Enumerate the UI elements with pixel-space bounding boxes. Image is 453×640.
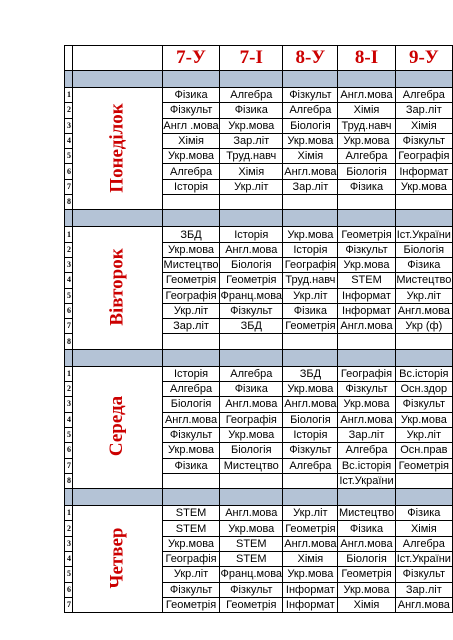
class-header-row <box>65 46 453 71</box>
lesson-cell: Фізкульт <box>220 303 283 318</box>
separator-cell <box>65 489 73 506</box>
lesson-cell: Фізика <box>395 257 452 272</box>
lesson-row <box>65 506 453 521</box>
lesson-cell: Франц.мова <box>220 568 283 581</box>
separator-cell <box>220 210 283 227</box>
day-label-3 <box>72 366 162 488</box>
day-name: Понеділок <box>106 102 128 193</box>
lesson-cell: Геометрія <box>220 273 283 288</box>
lesson-cell: Алгебра <box>395 536 452 551</box>
lesson-cell: Хімія <box>338 597 395 612</box>
lesson-cell: ЗБД <box>220 319 283 334</box>
lesson-cell: Фізкульт <box>395 133 452 148</box>
lesson-number: 4 <box>65 133 73 148</box>
lesson-cell: Геометрія <box>162 273 219 288</box>
separator-cell <box>162 349 219 366</box>
lesson-cell: Зар.літ <box>283 179 338 194</box>
lesson-cell: Геометрія <box>395 458 452 473</box>
lesson-cell: Укр.мова <box>162 242 219 257</box>
lesson-cell: Англ.мова <box>395 597 452 612</box>
lesson-cell: STEM <box>162 521 219 536</box>
lesson-cell <box>338 195 395 210</box>
lesson-cell <box>162 473 219 488</box>
lesson-cell: Англ.мова <box>284 398 337 411</box>
lesson-cell: Інформат <box>338 303 395 318</box>
separator-cell <box>338 489 395 506</box>
lesson-cell: Укр.мова <box>395 179 452 194</box>
lesson-number: 5 <box>65 427 73 442</box>
lesson-cell: Алгебра <box>283 103 338 118</box>
lesson-cell: Англ.мова <box>395 303 452 318</box>
lesson-number: 2 <box>65 521 73 536</box>
lesson-cell: Історія <box>220 227 283 242</box>
lesson-number: 3 <box>65 118 73 133</box>
lesson-cell: Історія <box>283 427 338 442</box>
lesson-cell: Інформат <box>283 597 338 612</box>
lesson-cell: Укр.мова <box>338 397 395 412</box>
lesson-cell <box>395 334 452 349</box>
lesson-cell: Вс.історія <box>395 366 452 381</box>
separator-cell <box>395 349 452 366</box>
separator-cell <box>220 489 283 506</box>
lesson-number: 7 <box>65 319 73 334</box>
lesson-cell: Зар.літ <box>395 103 452 118</box>
lesson-cell: Інформат <box>283 582 338 597</box>
lesson-cell: Геометрія <box>338 567 395 582</box>
lesson-cell: Мистецтво <box>163 259 219 272</box>
lesson-cell: Зар.літ <box>338 427 395 442</box>
lesson-cell: Алгебра <box>338 149 395 164</box>
lesson-cell <box>220 334 283 349</box>
lesson-cell: Біологія <box>283 118 338 133</box>
lesson-number: 5 <box>65 567 73 582</box>
class-header-2: 7-І <box>220 46 283 71</box>
lesson-cell: Англ.мова <box>338 319 395 334</box>
lesson-cell: Хімія <box>220 164 283 179</box>
lesson-cell: Історія <box>162 179 219 194</box>
lesson-cell: Географія <box>395 149 452 164</box>
lesson-cell: Укр.мова <box>338 582 395 597</box>
lesson-row <box>65 88 453 103</box>
lesson-number: 6 <box>65 582 73 597</box>
lesson-cell: Біологія <box>395 242 452 257</box>
lesson-cell: Фізика <box>220 103 283 118</box>
lesson-row <box>65 366 453 381</box>
lesson-number: 4 <box>65 273 73 288</box>
separator-cell <box>65 210 73 227</box>
lesson-cell: Географія <box>162 552 219 567</box>
lesson-cell <box>283 195 338 210</box>
lesson-cell: Фізкульт <box>162 427 219 442</box>
lesson-cell: Франц.мова <box>220 289 283 302</box>
lesson-cell: Алгебра <box>283 458 338 473</box>
lesson-cell: Мистецтво <box>220 458 283 473</box>
separator-cell <box>283 71 338 88</box>
separator-cell <box>65 349 73 366</box>
lesson-number: 2 <box>65 242 73 257</box>
lesson-cell: ЗБД <box>162 227 219 242</box>
lesson-cell: Історія <box>162 366 219 381</box>
lesson-cell: Укр.мова <box>395 412 452 427</box>
lesson-number: 2 <box>65 382 73 397</box>
lesson-cell: Фізкульт <box>283 443 338 458</box>
lesson-cell: Укр.мова <box>283 382 338 397</box>
lesson-cell: Геометрія <box>220 597 283 612</box>
separator-cell <box>72 349 162 366</box>
lesson-cell: Фізкульт <box>395 567 452 582</box>
lesson-cell: Укр.мова <box>338 257 395 272</box>
lesson-cell: Осн.здор <box>395 382 452 397</box>
class-header-3: 8-У <box>283 46 338 71</box>
lesson-cell: Мистецтво <box>396 274 452 287</box>
lesson-cell: Англ.мова <box>338 412 395 427</box>
lesson-number: 3 <box>65 397 73 412</box>
lesson-cell: Укр.мова <box>283 567 338 582</box>
lesson-cell: Інформат <box>338 288 395 303</box>
lesson-cell: Біологія <box>338 552 395 567</box>
lesson-number: 6 <box>65 303 73 318</box>
lesson-cell: Біологія <box>220 257 283 272</box>
lesson-cell: Хімія <box>283 149 338 164</box>
separator-cell <box>283 349 338 366</box>
day-separator-row <box>65 349 453 366</box>
lesson-cell: Фізкульт <box>162 103 219 118</box>
lesson-cell: Фізкульт <box>395 397 452 412</box>
lesson-cell: Алгебра <box>338 443 395 458</box>
lesson-cell: Укр.мова <box>338 133 395 148</box>
lesson-number: 1 <box>65 506 73 521</box>
lesson-cell: Біологія <box>338 164 395 179</box>
lesson-cell: Англ.мова <box>220 506 283 521</box>
lesson-cell: Хімія <box>395 118 452 133</box>
lesson-number: 6 <box>65 164 73 179</box>
day-separator-row <box>65 210 453 227</box>
lesson-cell: Зар.літ <box>395 582 452 597</box>
lesson-number: 7 <box>65 597 73 612</box>
lesson-cell <box>220 195 283 210</box>
separator-cell <box>72 489 162 506</box>
lesson-cell: Англ.мова <box>162 412 219 427</box>
lesson-cell: Інформат <box>395 164 452 179</box>
lesson-cell <box>162 195 219 210</box>
day-name: Середа <box>106 396 128 457</box>
lesson-cell: Іст.України <box>396 228 451 241</box>
lesson-cell: Географія <box>284 259 336 272</box>
lesson-cell: Геометрія <box>162 597 219 612</box>
lesson-cell: Фізкульт <box>338 242 395 257</box>
lesson-cell: Фізика <box>283 303 338 318</box>
lesson-cell: Біологія <box>162 397 219 412</box>
day-name: Вівторок <box>106 248 128 326</box>
lesson-number: 3 <box>65 257 73 272</box>
separator-cell <box>338 71 395 88</box>
lesson-cell <box>338 334 395 349</box>
lesson-cell: Укр.літ <box>395 427 452 442</box>
lesson-cell: Англ.мова <box>284 537 337 550</box>
separator-cell <box>395 489 452 506</box>
separator-cell <box>338 349 395 366</box>
lesson-number: 7 <box>65 458 73 473</box>
lesson-number: 2 <box>65 103 73 118</box>
lesson-cell: Англ.мова <box>220 397 283 412</box>
lesson-number: 5 <box>65 288 73 303</box>
separator-cell <box>283 210 338 227</box>
separator-cell <box>162 210 219 227</box>
lesson-number: 6 <box>65 443 73 458</box>
lesson-cell: Англ.мова <box>284 165 337 178</box>
separator-cell <box>395 210 452 227</box>
lesson-cell: Фізкульт <box>220 582 283 597</box>
lesson-cell <box>162 334 219 349</box>
lesson-number: 1 <box>65 227 73 242</box>
lesson-cell: Вс.історія <box>338 458 395 473</box>
lesson-cell: Біологія <box>220 443 283 458</box>
day-separator-row <box>65 489 453 506</box>
lesson-number: 7 <box>65 179 73 194</box>
lesson-cell <box>220 473 283 488</box>
lesson-cell: Укр (ф) <box>395 319 452 334</box>
day-label-4 <box>72 506 162 613</box>
separator-cell <box>162 71 219 88</box>
separator-cell <box>395 71 452 88</box>
lesson-number: 8 <box>65 195 73 210</box>
lesson-cell: Алгебра <box>162 382 219 397</box>
lesson-cell: Укр.мова <box>220 427 283 442</box>
lesson-cell: Фізика <box>395 506 452 521</box>
lesson-cell: Труд.навч <box>283 273 338 288</box>
lesson-cell: Укр.літ <box>162 567 219 582</box>
schedule-table <box>64 45 453 613</box>
lesson-cell: Іст.України <box>396 553 451 566</box>
lesson-cell: Укр.мова <box>220 521 283 536</box>
lesson-cell: Зар.літ <box>162 319 219 334</box>
separator-cell <box>220 349 283 366</box>
lesson-cell: Труд.навч <box>338 118 395 133</box>
header-blank-cell <box>65 46 73 71</box>
lesson-cell: Географія <box>338 366 395 381</box>
lesson-cell: Хімія <box>283 552 338 567</box>
lesson-number: 1 <box>65 366 73 381</box>
day-label-1 <box>72 88 162 210</box>
lesson-cell: Фізкульт <box>162 582 219 597</box>
lesson-cell: STEM <box>338 273 395 288</box>
lesson-cell: Фізкульт <box>283 88 338 103</box>
separator-cell <box>72 71 162 88</box>
lesson-cell: Укр.мова <box>283 227 338 242</box>
lesson-cell <box>283 473 338 488</box>
class-header-5: 9-У <box>395 46 452 71</box>
lesson-cell: STEM <box>220 552 283 567</box>
lesson-cell: Хімія <box>162 133 219 148</box>
lesson-number: 5 <box>65 149 73 164</box>
lesson-cell: Геометрія <box>338 227 395 242</box>
lesson-cell: Мистецтво <box>338 507 395 520</box>
lesson-cell <box>395 195 452 210</box>
lesson-cell: Фізика <box>338 521 395 536</box>
separator-cell <box>220 71 283 88</box>
lesson-cell: Алгебра <box>220 366 283 381</box>
lesson-cell: STEM <box>162 506 219 521</box>
lesson-cell: Укр.мова <box>220 118 283 133</box>
separator-cell <box>65 71 73 88</box>
lesson-number: 1 <box>65 88 73 103</box>
lesson-cell: Укр.літ <box>395 288 452 303</box>
separator-cell <box>283 489 338 506</box>
lesson-cell: Укр.мова <box>162 149 219 164</box>
lesson-cell: Труд.навч <box>220 149 283 164</box>
lesson-row <box>65 227 453 242</box>
lesson-cell: Фізика <box>162 458 219 473</box>
lesson-cell: Англ.мова <box>220 242 283 257</box>
lesson-cell: STEM <box>220 536 283 551</box>
lesson-cell: Іст.України <box>339 474 394 487</box>
lesson-cell: Укр.мова <box>162 536 219 551</box>
lesson-cell: Алгебра <box>220 88 283 103</box>
lesson-cell: Зар.літ <box>220 133 283 148</box>
lesson-number: 3 <box>65 536 73 551</box>
lesson-cell: Осн.прав <box>395 443 452 458</box>
lesson-number: 4 <box>65 412 73 427</box>
lesson-cell: Геометрія <box>283 521 338 536</box>
lesson-cell: Укр.літ <box>220 179 283 194</box>
separator-cell <box>72 210 162 227</box>
lesson-cell <box>283 334 338 349</box>
lesson-cell: ЗБД <box>283 366 338 381</box>
class-header-1: 7-У <box>162 46 219 71</box>
lesson-cell: Укр.літ <box>283 506 338 521</box>
lesson-cell: Англ .мова <box>163 119 219 132</box>
lesson-cell: Хімія <box>338 103 395 118</box>
lesson-cell: Історія <box>283 242 338 257</box>
class-header-4: 8-І <box>338 46 395 71</box>
lesson-number: 8 <box>65 473 73 488</box>
day-name: Четвер <box>106 527 128 589</box>
lesson-cell: Фізика <box>338 179 395 194</box>
header-blank-cell <box>72 46 162 71</box>
lesson-cell: Географія <box>162 288 219 303</box>
day-label-2 <box>72 227 162 349</box>
lesson-cell: Укр.літ <box>162 303 219 318</box>
lesson-cell: Фізика <box>220 382 283 397</box>
lesson-cell: Біологія <box>283 412 338 427</box>
lesson-cell: Алгебра <box>395 88 452 103</box>
lesson-number: 8 <box>65 334 73 349</box>
separator-cell <box>338 210 395 227</box>
lesson-cell: Англ.мова <box>338 88 395 103</box>
day-separator-row <box>65 71 453 88</box>
lesson-cell: Алгебра <box>162 164 219 179</box>
lesson-cell: Укр.мова <box>162 443 219 458</box>
lesson-cell: Геометрія <box>283 319 338 334</box>
lesson-cell <box>395 473 452 488</box>
separator-cell <box>162 489 219 506</box>
lesson-number: 4 <box>65 552 73 567</box>
lesson-cell: Укр.літ <box>283 288 338 303</box>
lesson-cell: Фізика <box>162 88 219 103</box>
lesson-cell: Фізкульт <box>338 382 395 397</box>
lesson-cell: Укр.мова <box>283 133 338 148</box>
lesson-cell: Англ.мова <box>338 536 395 551</box>
lesson-cell: Географія <box>220 412 283 427</box>
lesson-cell: Хімія <box>395 521 452 536</box>
